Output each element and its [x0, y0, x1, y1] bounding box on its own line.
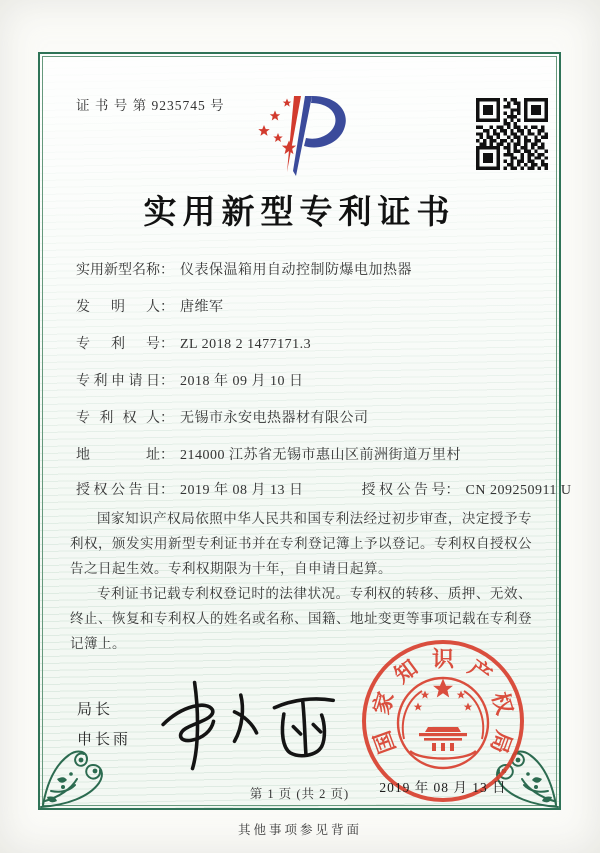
field-value: 2019 年 08 月 13 日 — [180, 483, 304, 498]
grant-number-field — [362, 474, 572, 508]
svg-text:识: 识 — [431, 646, 455, 672]
certificate-title: 实用新型专利证书 — [143, 195, 456, 231]
field-colon: ： — [160, 300, 174, 315]
field-colon: ： — [160, 337, 174, 352]
page-number: 第 1 页 (共 2 页) — [249, 787, 350, 801]
svg-text:知: 知 — [389, 654, 423, 688]
field-value: 唐维军 — [180, 300, 224, 315]
field-label: 专利权人 — [76, 411, 160, 426]
fields-block — [76, 252, 572, 508]
legal-text-block — [70, 506, 532, 656]
field-value: ZL 2018 2 1477171.3 — [180, 337, 312, 352]
field-colon: ： — [160, 411, 174, 426]
field-value: 无锡市永安电热器材有限公司 — [180, 411, 369, 426]
cnipa-logo-icon — [252, 88, 352, 180]
back-side-note: 其他事项参见背面 — [237, 823, 362, 837]
svg-text:产: 产 — [463, 654, 497, 688]
legal-paragraph-2: 专利证书记载专利权登记时的法律状况。专利权的转移、质押、无效、终止、恢复和专利权人的姓名或名称、国籍、地址变更等事项记载在专利登记簿上。 — [70, 586, 532, 651]
svg-text:局: 局 — [485, 727, 517, 757]
field-value: CN 209250911 U — [465, 483, 572, 498]
field-label: 授权公告日 — [76, 483, 160, 498]
field-row-inventor — [76, 289, 528, 326]
field-row-grant — [76, 474, 572, 508]
field-colon: ： — [160, 483, 174, 498]
certificate-frame — [38, 52, 572, 810]
seal-date: 2019 年 08 月 13 日 — [379, 780, 507, 795]
field-value: 仪表保温箱用自动控制防爆电加热器 — [180, 263, 412, 278]
field-label: 地址 — [76, 448, 160, 463]
field-row-address — [76, 437, 528, 474]
field-value: 2018 年 09 月 10 日 — [180, 374, 304, 389]
legal-paragraph-1: 国家知识产权局依照中华人民共和国专利法经过初步审查，决定授予专利权，颁发实用新型专利证书并在专利登记簿上予以登记。专利权自授权公告之日起生效。专利权期限为十年，自申请日起算。 — [70, 511, 532, 576]
handwritten-signature-icon — [140, 672, 350, 777]
field-label: 实用新型名称 — [76, 263, 160, 278]
field-value: 214000 江苏省无锡市惠山区前洲街道万里村 — [180, 448, 461, 463]
svg-text:国: 国 — [369, 727, 401, 757]
field-colon: ： — [160, 448, 174, 463]
field-label: 专利申请日 — [76, 374, 160, 389]
field-row-filing-date — [76, 363, 528, 400]
field-colon: ： — [160, 263, 174, 278]
svg-text:权: 权 — [487, 689, 518, 718]
field-colon: ： — [445, 483, 460, 498]
field-colon: ： — [160, 374, 174, 389]
director-name: 申长雨 — [77, 732, 132, 748]
grant-date-field — [76, 474, 304, 508]
field-label: 专利号 — [76, 337, 160, 352]
field-row-patent-no — [76, 326, 528, 363]
field-row-name — [76, 252, 528, 289]
field-label: 授权公告号 — [361, 483, 446, 498]
svg-text:家: 家 — [368, 689, 399, 718]
field-label: 发明人 — [76, 300, 160, 315]
qr-code — [476, 98, 548, 170]
certificate-number: 证 书 号 第 9235745 号 — [76, 98, 225, 113]
field-row-patentee — [76, 400, 528, 437]
director-title: 局长 — [77, 702, 114, 718]
